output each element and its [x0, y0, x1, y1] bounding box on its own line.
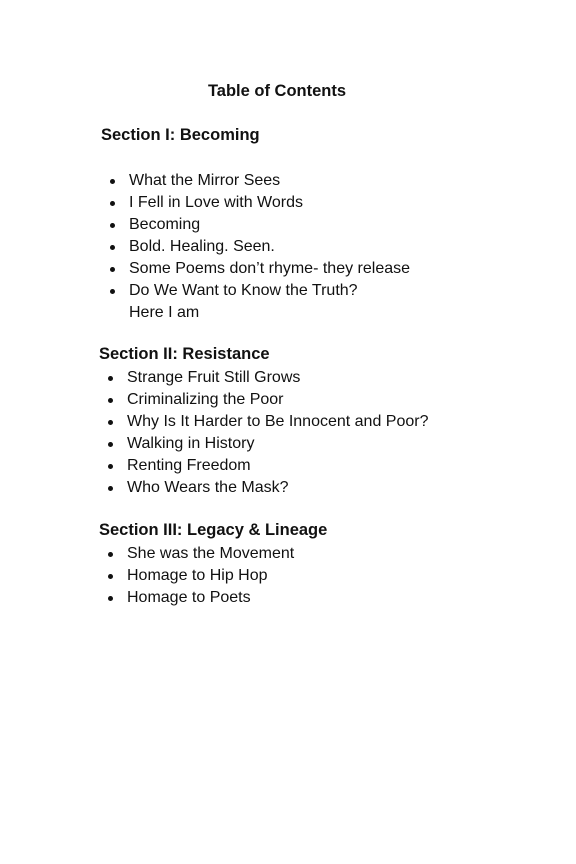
item-label: Strange Fruit Still Grows: [127, 369, 301, 386]
section-list-resistance: [106, 367, 429, 499]
list-item: [106, 565, 294, 587]
item-label: Renting Freedom: [127, 457, 251, 474]
list-item: [108, 192, 410, 214]
list-item: [108, 236, 410, 258]
item-label: Bold. Healing. Seen.: [129, 238, 275, 255]
bullet-icon: [108, 398, 113, 403]
list-item: [108, 170, 410, 192]
section-heading-becoming: Section I: Becoming: [101, 126, 260, 144]
section-heading-legacy: Section III: Legacy & Lineage: [99, 521, 328, 539]
section-heading-resistance: Section II: Resistance: [99, 345, 270, 363]
item-label: What the Mirror Sees: [129, 172, 281, 189]
item-label: She was the Movement: [127, 545, 295, 562]
list-item: [106, 389, 429, 411]
item-label: Homage to Poets: [127, 589, 251, 606]
list-item: [106, 477, 429, 499]
item-label: Criminalizing the Poor: [127, 391, 284, 408]
item-label: I Fell in Love with Words: [129, 194, 303, 211]
bullet-icon: [108, 596, 113, 601]
list-item: [106, 587, 294, 609]
list-item: [108, 214, 410, 236]
bullet-icon: [108, 420, 113, 425]
page-title: Table of Contents: [207, 82, 347, 100]
bullet-icon: [110, 201, 115, 206]
item-label: Becoming: [129, 216, 201, 233]
item-label: Homage to Hip Hop: [127, 567, 268, 584]
bullet-icon: [108, 376, 113, 381]
section-list-legacy: [106, 543, 294, 609]
list-item: [106, 433, 429, 455]
bullet-icon: [110, 289, 115, 294]
item-continuation: Here I am: [129, 304, 200, 321]
bullet-icon: [110, 267, 115, 272]
bullet-icon: [108, 442, 113, 447]
list-item: [106, 367, 429, 389]
bullet-icon: [108, 464, 113, 469]
bullet-icon: [108, 486, 113, 491]
item-label: Why Is It Harder to Be Innocent and Poor?: [127, 413, 429, 430]
bullet-icon: [108, 552, 113, 557]
bullet-icon: [110, 245, 115, 250]
item-label: Walking in History: [127, 435, 255, 452]
list-item: [106, 411, 429, 433]
item-label: Who Wears the Mask?: [127, 479, 289, 496]
list-item: [106, 455, 429, 477]
item-label: Do We Want to Know the Truth?: [129, 282, 358, 299]
section-list-becoming: [108, 170, 410, 324]
bullet-icon: [108, 574, 113, 579]
bullet-icon: [110, 223, 115, 228]
list-item: [108, 258, 410, 280]
item-label: Some Poems don’t rhyme- they release: [129, 260, 411, 277]
list-item: [108, 280, 410, 324]
list-item: [106, 543, 294, 565]
bullet-icon: [110, 179, 115, 184]
